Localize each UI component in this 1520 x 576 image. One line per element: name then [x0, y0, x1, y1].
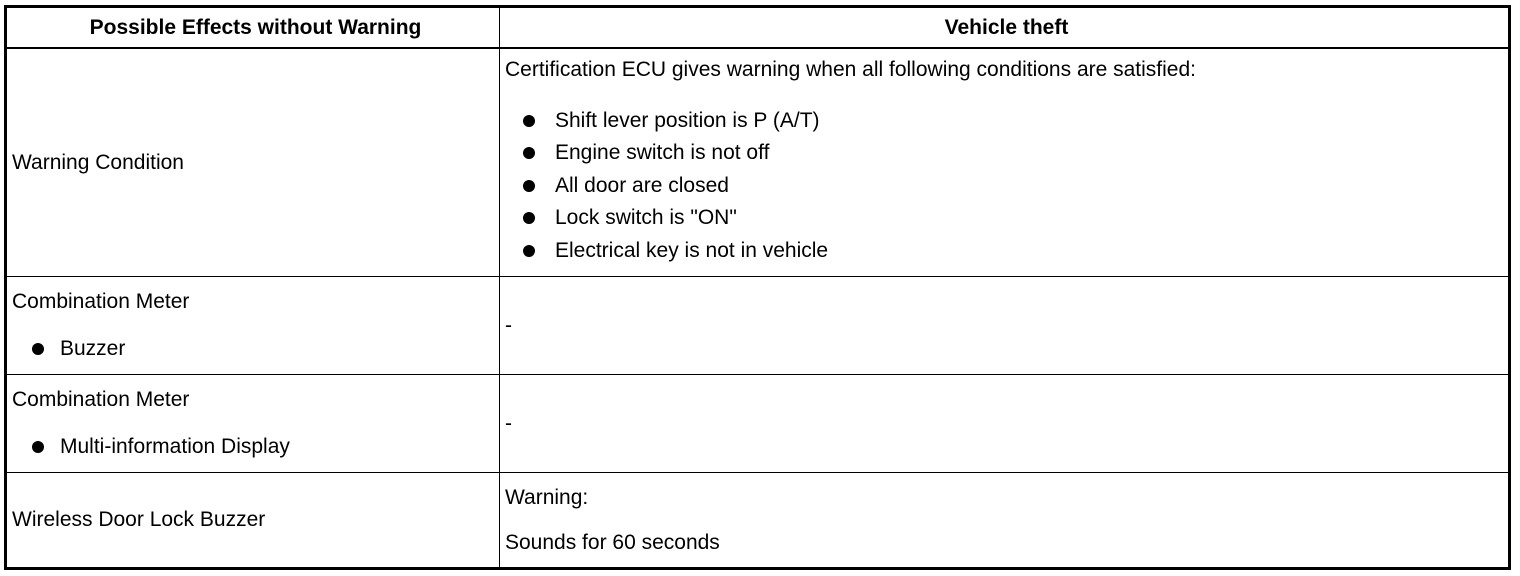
buzzer-item: Buzzer [26, 336, 499, 362]
combination-meter-buzzer-list [12, 336, 499, 362]
table-row-warning-condition [6, 48, 1510, 277]
warning-effects-table [4, 5, 1511, 570]
warning-condition-lead: Certification ECU gives warning when all following conditions are satisfied: [505, 58, 1197, 82]
condition-item: Engine switch is not off [519, 137, 1508, 170]
combination-meter-display-label-cell [6, 375, 500, 473]
combination-meter-label: Combination Meter [12, 289, 190, 313]
combination-meter-buzzer-label-cell [6, 277, 500, 375]
warning-condition-list [505, 105, 1508, 268]
table-row-wireless-door-lock-buzzer [6, 473, 1510, 569]
wireless-door-lock-buzzer-cell [500, 473, 1510, 569]
table-row-combination-meter-buzzer [6, 277, 1510, 375]
multi-information-display-item: Multi-information Display [26, 434, 499, 460]
header-vehicle-theft: Vehicle theft [500, 7, 1510, 48]
combination-meter-display-value: - [500, 375, 1510, 473]
wireless-door-lock-buzzer-label: Wireless Door Lock Buzzer [6, 473, 500, 569]
condition-item: Lock switch is "ON" [519, 202, 1508, 235]
combination-meter-buzzer-value: - [500, 277, 1510, 375]
table-row-combination-meter-display [6, 375, 1510, 473]
combination-meter-display-list [12, 434, 499, 460]
table-header-row [6, 7, 1510, 48]
header-possible-effects: Possible Effects without Warning [6, 7, 500, 48]
wireless-door-lock-warning-lead: Warning: [505, 485, 589, 509]
warning-condition-label: Warning Condition [6, 48, 500, 277]
wireless-door-lock-warning-detail: Sounds for 60 seconds [505, 531, 720, 554]
condition-item: Electrical key is not in vehicle [519, 235, 1508, 268]
combination-meter-label: Combination Meter [12, 387, 190, 411]
condition-item: Shift lever position is P (A/T) [519, 105, 1508, 138]
condition-item: All door are closed [519, 170, 1508, 203]
warning-condition-cell [500, 48, 1510, 277]
